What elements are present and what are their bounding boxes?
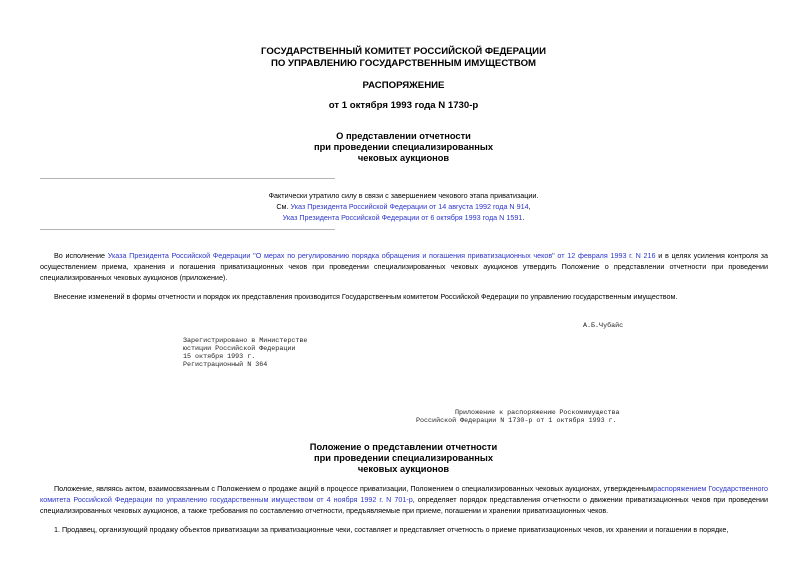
body-paragraph-2: Внесение изменений в формы отчетности и порядок их представления производится Государственным комитетом Российской Федерации по управлению государственным имуществом.: [54, 292, 678, 301]
document-title-line3: чековых аукционов: [357, 153, 450, 163]
link1-suffix: ,: [528, 202, 531, 211]
document-title-line2: при проведении специализированных: [313, 142, 493, 152]
committee-name-line1: ГОСУДАРСТВЕННЫЙ КОМИТЕТ РОССИЙСКОЙ ФЕДЕРАЦИИ: [261, 46, 546, 57]
p1-prefix: Во исполнение: [54, 251, 108, 260]
link2-suffix: .: [522, 213, 525, 222]
body-paragraph-1: [40, 250, 768, 283]
decree-216-link[interactable]: Указа Президента Российской Федерации "О мерах по регулированию порядка обращения и погашения приватизационных чеков" от 12 февраля 1993 г. N 216: [107, 251, 656, 260]
document-date-number: от 1 октября 1993 года N 1730-р: [328, 100, 479, 111]
regulation-title-line2: при проведении специализированных: [313, 453, 493, 463]
signature: А.Б.Чубайс: [583, 322, 624, 330]
document-type: РАСПОРЯЖЕНИЕ: [362, 80, 445, 91]
reg-p1-suffix: , определяет порядок представления отчетности о движении приватизационных чеков при проведении специализированных чековых аукционов, а также требования по составлению отчетности, предъявляемые при приеме, погашении и хранении приватизационных чеков.: [40, 495, 768, 515]
regulation-title-line1: Положение о представлении отчетности: [309, 442, 498, 452]
appendix-ref-line1: Приложение к распоряжению Роскомимущества: [455, 409, 620, 417]
divider-top: [40, 178, 335, 179]
regulation-paragraph-2: 1. Продавец, организующий продажу объектов приватизации за приватизационные чеки, составляет и представляет отчетность о приеме приватизационных чеков, их хранении и погашении в порядке,: [54, 525, 729, 534]
p1-suffix: и в целях усиления контроля за осуществлением приема, хранения и погашения приватизационных чеков при проведении специализированных чековых аукционов утвердить Положение о представлении отчетности при проведении специализированных чековых аукционов (приложение).: [40, 251, 768, 282]
decree-1591-link[interactable]: Указ Президента Российской Федерации от 6 октября 1993 года N 1591: [282, 213, 523, 222]
order-701-link[interactable]: распоряжением Государственного комитета Российской Федерации по управлению государственным имуществом от 4 ноября 1992 г. N 701-р: [40, 484, 768, 504]
divider-bottom: [40, 229, 335, 230]
regulation-title-line3: чековых аукционов: [357, 464, 450, 474]
registration-line1: Зарегистрировано в Министерстве: [183, 337, 308, 345]
registration-line4: Регистрационный N 364: [183, 361, 268, 369]
reg-p1-prefix: Положение, являясь актом, взаимосвязанным с Положением о продаже акций в процессе приватизации, Положением о специализированных чековых аукционах, утвержденным: [54, 484, 654, 493]
registration-line3: 15 октября 1993 г.: [183, 353, 256, 361]
registration-line2: юстиции Российской Федерации: [183, 345, 296, 353]
committee-name-line2: ПО УПРАВЛЕНИЮ ГОСУДАРСТВЕННЫМ ИМУЩЕСТВОМ: [270, 58, 537, 69]
status-note: Фактически утратило силу в связи с завершением чекового этапа приватизации.: [268, 191, 539, 200]
document-title-line1: О представлении отчетности: [336, 131, 471, 141]
decree-914-link[interactable]: Указ Президента Российской Федерации от 14 августа 1992 года N 914: [290, 202, 529, 211]
see-also-line2: [0, 211, 807, 224]
regulation-paragraph-1: [40, 483, 768, 516]
appendix-ref-line2: Российской Федерации N 1730-р от 1 октября 1993 г.: [416, 417, 617, 425]
see-prefix: См.: [276, 202, 291, 211]
